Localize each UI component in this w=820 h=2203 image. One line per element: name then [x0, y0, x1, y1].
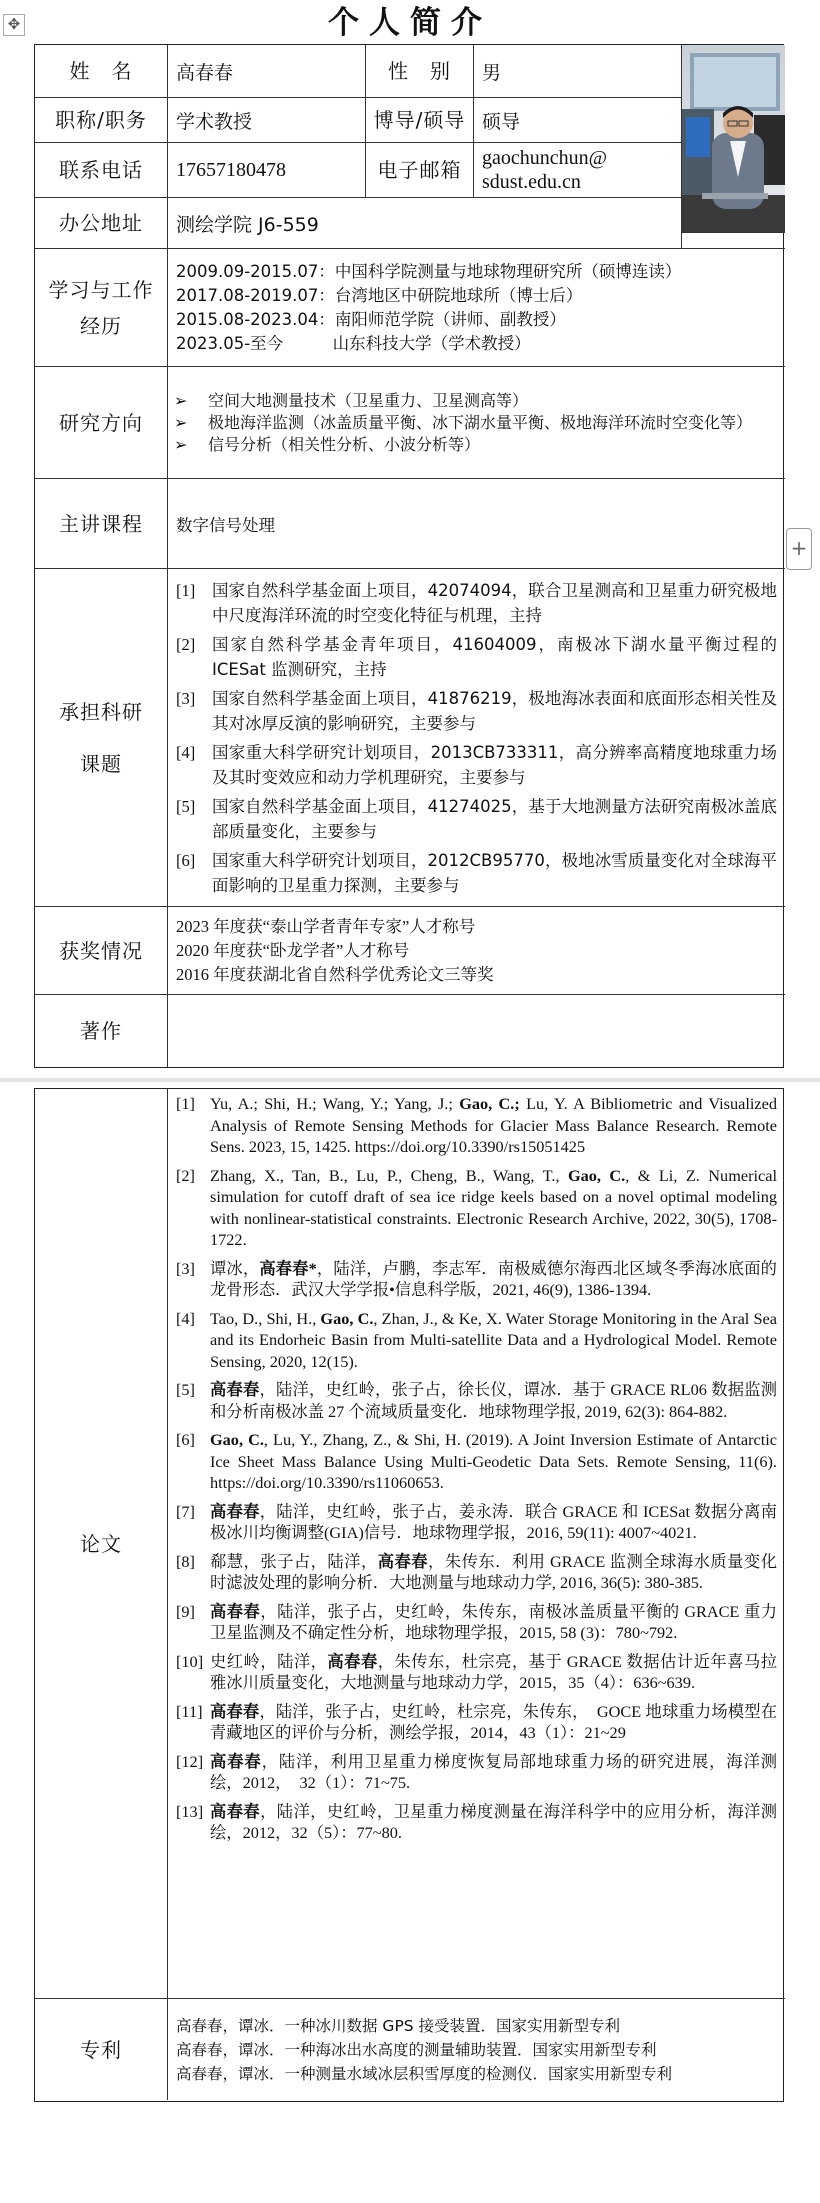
paper-item [176, 1379, 777, 1422]
projects-label [35, 569, 168, 907]
title-value: 学术教授 [168, 98, 366, 143]
paper-text: 郗慧，张子占，陆洋，高春春，朱传东．利用 GRACE 监测全球海水质量变化时滤波处理的影响分析．大地测量与地球动力学, 2016, 36(5): 380-385. [210, 1551, 777, 1592]
courses-value: 数字信号处理 [168, 479, 785, 569]
award-item: 2023 年度获“泰山学者青年专家”人才称号 [176, 916, 476, 936]
project-text: 国家重大科学研究计划项目，2013CB733311，高分辨率高精度地球重力场及其时变效应和动力学机理研究，主要参与 [212, 742, 777, 787]
paper-item [176, 1651, 777, 1694]
paper-number: [4] [176, 1308, 195, 1328]
patents-list [168, 1999, 785, 2100]
project-item [176, 794, 777, 844]
paper-number: [7] [176, 1501, 195, 1521]
project-number: [1] [176, 580, 196, 600]
paper-item [176, 1258, 777, 1301]
research-item [174, 434, 775, 456]
paper-item [176, 1551, 777, 1594]
email-label: 电子邮箱 [366, 143, 474, 198]
paper-text: 高春春，陆洋，史红岭，张子占，徐长仪，谭冰．基于 GRACE RL06 数据监测和分析南极冰盖 27 个流域质量变化．地球物理学报, 2019, 62(3): 864-882. [210, 1380, 777, 1421]
paper-number: [11] [176, 1701, 203, 1721]
project-item [176, 848, 777, 898]
address-value: 测绘学院 J6-559 [168, 198, 682, 249]
email-line-1: gaochunchun@ [482, 147, 608, 169]
supervisor-label: 博导/硕导 [366, 98, 474, 143]
paper-number: [13] [176, 1801, 204, 1821]
paper-number: [2] [176, 1165, 195, 1185]
gender-label: 性 别 [366, 45, 474, 98]
award-item: 2020 年度获“卧龙学者”人才称号 [176, 940, 410, 960]
education-item: 2017.08-2019.07：台湾地区中研院地球所（博士后） [176, 285, 583, 305]
portrait-image [682, 45, 785, 233]
education-label-line-2: 经历 [80, 313, 122, 338]
project-item [176, 578, 777, 628]
paper-text: 高春春，陆洋，利用卫星重力梯度恢复局部地球重力场的研究进展，海洋测绘，2012， 32（1）：71~75. [210, 1751, 777, 1792]
paper-item [176, 1308, 777, 1373]
profile-table [34, 44, 784, 1068]
paper-text: 高春春，陆洋，张子占，史红岭，朱传东，南极冰盖质量平衡的 GRACE 重力卫星监测及不确定性分析，地球物理学报，2015, 58 (3)：780~792. [210, 1601, 777, 1642]
bullet-arrow-icon: ➢ [174, 412, 188, 432]
paper-item [176, 1165, 777, 1251]
research-item-text: 空间大地测量技术（卫星重力、卫星测高等） [208, 390, 529, 410]
paper-item [176, 1093, 777, 1158]
patent-item: 高春春，谭冰．一种冰川数据 GPS 接受装置．国家实用新型专利 [176, 2016, 621, 2035]
courses-label: 主讲课程 [35, 479, 168, 569]
paper-item [176, 1751, 777, 1794]
paper-number: [6] [176, 1430, 195, 1449]
bullet-arrow-icon: ➢ [174, 390, 188, 410]
project-number: [5] [176, 796, 196, 816]
project-item [176, 740, 777, 790]
name-label: 姓 名 [35, 45, 168, 98]
project-item [176, 632, 777, 682]
awards-list [168, 907, 785, 995]
patents-label: 专利 [35, 1999, 168, 2100]
research-item-text: 信号分析（相关性分析、小波分析等） [208, 434, 481, 454]
project-text: 国家自然科学基金面上项目，41274025，基于大地测量方法研究南极冰盖底部质量变化，主要参与 [212, 796, 777, 841]
projects-label-line-1: 承担科研 [59, 699, 143, 724]
project-number: [4] [176, 742, 196, 762]
papers-list [168, 1089, 785, 1999]
address-label: 办公地址 [35, 198, 168, 249]
project-text: 国家重大科学研究计划项目，2012CB95770，极地冰雪质量变化对全球海平面影响的卫星重力探测，主要参与 [212, 850, 777, 895]
paper-number: [12] [176, 1751, 204, 1771]
projects-label-line-2: 课题 [80, 751, 122, 776]
education-list [168, 249, 785, 367]
paper-text: 史红岭，陆洋，高春春，朱传东，杜宗亮，基于 GRACE 数据估计近年喜马拉雅冰川质量变化，大地测量与地球动力学，2015，35（4）：636~639. [210, 1651, 777, 1692]
name-value: 高春春 [168, 45, 366, 98]
add-column-button[interactable]: + [786, 528, 812, 570]
awards-label: 获奖情况 [35, 907, 168, 995]
education-item: 2009.09-2015.07：中国科学院测量与地球物理研究所（硕博连读） [176, 261, 682, 281]
phone-label: 联系电话 [35, 143, 168, 198]
paper-item [176, 1501, 777, 1544]
email-line-2: sdust.edu.cn [482, 171, 581, 193]
award-item: 2016 年度获湖北省自然科学优秀论文三等奖 [176, 964, 494, 984]
research-label: 研究方向 [35, 367, 168, 479]
project-text: 国家自然科学基金面上项目，42074094，联合卫星测高和卫星重力研究极地中尺度海洋环流的时空变化特征与机理，主持 [212, 580, 777, 625]
research-item [174, 412, 775, 434]
paper-number: [1] [176, 1094, 195, 1113]
table-move-handle-icon[interactable]: ✥ [3, 14, 25, 36]
research-item-text: 极地海洋监测（冰盖质量平衡、冰下湖水量平衡、极地海洋环流时空变化等） [208, 412, 753, 432]
profile-photo [682, 45, 785, 233]
education-item: 2023.05-至今 山东科技大学（学术教授） [176, 333, 531, 353]
page-break [0, 1078, 820, 1082]
paper-item [176, 1801, 777, 1844]
paper-text: 高春春，陆洋，史红岭，张子占，姜永涛．联合 GRACE 和 ICESat 数据分离南极冰川均衡调整(GIA)信号．地球物理学报，2016, 59(11): 4007~4021. [210, 1501, 777, 1542]
supervisor-value: 硕导 [474, 98, 682, 143]
paper-text: Zhang, X., Tan, B., Lu, P., Cheng, B., Wang, T., Gao, C., & Li, Z. Numerical simulation for cutoff draft of sea ice ridge keels based on a novel optimal modeling with nonlinear-statistical constraints. Electronic Research Archive, 2022, 30(5), 1708-1722. [210, 1165, 778, 1249]
paper-number: [8] [176, 1551, 195, 1571]
project-number: [6] [176, 850, 196, 870]
project-item [176, 686, 777, 736]
patent-item: 高春春，谭冰．一种测量水域冰层积雪厚度的检测仪．国家实用新型专利 [176, 2064, 673, 2083]
document-title: 个人简介 [328, 5, 492, 41]
gender-value: 男 [474, 45, 682, 98]
paper-text: 谭冰，高春春*，陆洋，卢鹏，李志军．南极威德尔海西北区域冬季海冰底面的龙骨形态．武汉大学学报•信息科学版，2021, 46(9), 1386-1394. [210, 1258, 777, 1299]
paper-text: Gao, C., Lu, Y., Zhang, Z., & Shi, H. (2019). A Joint Inversion Estimate of Antarctic Ice Sheet Mass Balance Using Multi-Geodetic Data Sets. Remote Sensing, 11(6). https://doi.org/10.3390/rs11060653. [210, 1430, 777, 1492]
education-item: 2015.08-2023.04：南阳师范学院（讲师、副教授） [176, 309, 566, 329]
paper-number: [3] [176, 1258, 195, 1278]
photo-bottom-cell [682, 233, 785, 249]
phone-value: 17657180478 [168, 143, 366, 198]
paper-text: 高春春，陆洋，史红岭，卫星重力梯度测量在海洋科学中的应用分析，海洋测绘，2012，32（5）：77~80. [210, 1801, 777, 1842]
project-text: 国家自然科学基金青年项目，41604009，南极冰下湖水量平衡过程的ICESat 监测研究，主持 [212, 634, 777, 679]
title-label: 职称/职务 [35, 98, 168, 143]
education-label [35, 249, 168, 367]
project-number: [3] [176, 688, 196, 708]
paper-text: 高春春，陆洋，张子占，史红岭，杜宗亮，朱传东， GOCE 地球重力场模型在青藏地区的评价与分析，测绘学报，2014，43（1）：21~29 [210, 1701, 777, 1742]
paper-number: [5] [176, 1380, 195, 1399]
paper-item [176, 1601, 777, 1644]
papers-label: 论文 [35, 1089, 168, 1999]
projects-list [168, 569, 785, 907]
research-list [168, 367, 785, 479]
paper-text: Yu, A.; Shi, H.; Wang, Y.; Yang, J.; Gao, C.; Lu, Y. A Bibliometric and Visualized Analysis of Remote Sensing Methods for Glacier Mass Balance Research. Remote Sens. 2023, 15, 1425. https://doi.org/10.3390/rs15051425 [210, 1094, 777, 1156]
works-value [168, 995, 785, 1067]
paper-text: Tao, D., Shi, H., Gao, C., Zhan, J., & Ke, X. Water Storage Monitoring in the Aral Sea and its Endorheic Basin from Multi-satellite Data and a Hydrological Model. Remote Sensing, 2020, 12(15). [210, 1308, 777, 1371]
research-item [174, 390, 775, 412]
paper-item [176, 1429, 777, 1494]
email-value [474, 143, 682, 198]
patent-item: 高春春，谭冰．一种海冰出水高度的测量辅助装置．国家实用新型专利 [176, 2040, 657, 2059]
paper-number: [10] [176, 1651, 204, 1671]
paper-number: [9] [176, 1601, 195, 1621]
project-text: 国家自然科学基金面上项目，41876219，极地海冰表面和底面形态相关性及其对冰厚反演的影响研究，主要参与 [212, 688, 777, 733]
bullet-arrow-icon: ➢ [174, 434, 188, 454]
project-number: [2] [176, 634, 196, 654]
works-label: 著作 [35, 995, 168, 1067]
education-label-line-1: 学习与工作 [48, 277, 154, 302]
publications-table [34, 1088, 784, 2102]
paper-item [176, 1701, 777, 1744]
